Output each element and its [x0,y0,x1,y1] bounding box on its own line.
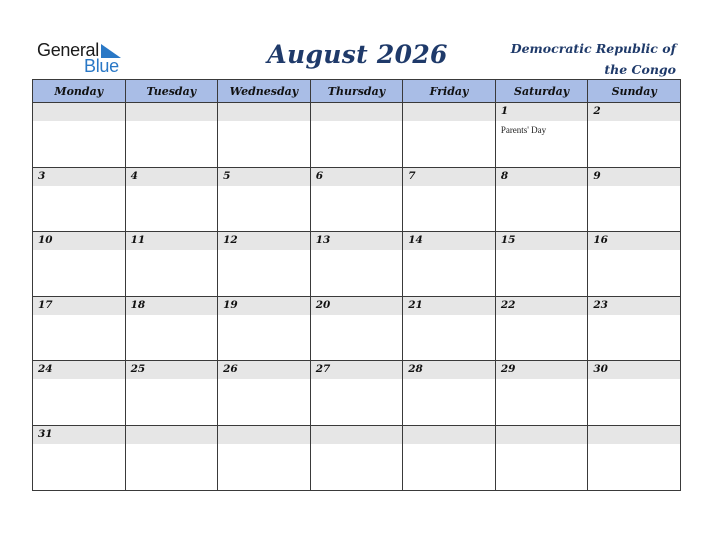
weekday-header: Thursday [310,80,403,103]
day-number: 18 [130,298,146,311]
day-cell [125,425,218,490]
day-cell [310,425,403,490]
day-number: 28 [408,363,423,376]
day-cell [403,361,496,426]
day-number: 3 [38,169,46,182]
day-cell [403,425,496,490]
day-number-bar [218,426,310,444]
day-number-bar [588,232,680,250]
day-number-bar [588,361,680,379]
day-number: 23 [593,298,608,311]
day-number: 5 [223,169,231,182]
day-number-bar [33,103,125,121]
calendar-grid [32,79,681,491]
day-cell [588,425,681,490]
day-cell [588,296,681,361]
day-number-bar [403,426,495,444]
day-number-bar [403,232,495,250]
weekday-header-row [33,80,681,103]
day-cell [125,232,218,297]
day-cell [218,232,311,297]
day-number: 12 [223,234,238,247]
day-number-bar [126,103,218,121]
day-cell [310,361,403,426]
day-number-bar [33,168,125,186]
day-cell [495,296,588,361]
day-cell [588,361,681,426]
day-cell [310,232,403,297]
day-number-bar [311,297,403,315]
day-cell [310,296,403,361]
day-number-bar [311,361,403,379]
day-cell [125,103,218,168]
day-cell [403,167,496,232]
day-number: 27 [315,363,331,376]
day-number-bar [588,297,680,315]
day-number: 13 [315,234,331,247]
day-number-bar [403,361,495,379]
day-number: 31 [38,427,53,440]
day-number: 25 [130,363,146,376]
weekday-header: Monday [33,80,126,103]
generalblue-logo [37,40,127,76]
day-cell [33,296,126,361]
day-number: 8 [500,169,509,182]
day-number-bar [33,361,125,379]
day-cell [588,103,681,168]
day-cell [495,232,588,297]
day-number-bar [403,103,495,121]
day-number: 10 [38,234,53,247]
day-number-bar [588,103,680,121]
week-row [33,103,681,168]
day-number: 1 [500,105,509,117]
day-number: 22 [500,298,516,311]
day-number-bar [496,426,588,444]
day-cell [125,361,218,426]
weekday-header: Wednesday [218,80,311,103]
day-number-bar [311,426,403,444]
day-number: 19 [223,298,238,311]
day-number: 14 [408,234,423,247]
day-cell [125,296,218,361]
day-cell [218,361,311,426]
day-cell [33,103,126,168]
day-number: 21 [408,298,423,311]
day-number: 29 [500,363,516,376]
day-number: 11 [130,234,146,247]
day-number-bar [496,361,588,379]
day-number: 15 [500,234,516,247]
day-number-bar [126,361,218,379]
weekday-header: Friday [403,80,496,103]
day-number: 17 [38,298,53,311]
day-cell [495,361,588,426]
day-number-bar [126,168,218,186]
day-number: 30 [593,363,608,376]
day-number-bar [218,361,310,379]
week-row [33,361,681,426]
day-cell [33,425,126,490]
day-number-bar [33,297,125,315]
week-row [33,232,681,297]
day-cell [310,103,403,168]
day-number: 6 [315,169,323,182]
day-number-bar [311,103,403,121]
day-number-bar [496,168,588,186]
week-row [33,296,681,361]
logo-text-general: General [37,40,99,60]
day-cell [495,167,588,232]
day-number: 2 [593,105,601,117]
country-line-1: Democratic Republic of [510,41,676,56]
day-number: 16 [593,234,608,247]
day-number-bar [218,168,310,186]
day-number-bar [218,103,310,121]
day-number-bar [218,232,310,250]
day-number-bar [311,232,403,250]
day-cell [588,232,681,297]
day-number-bar [311,168,403,186]
day-number: 9 [593,169,601,182]
day-cell [33,167,126,232]
logo-text-blue: Blue [84,56,119,76]
day-number-bar [588,168,680,186]
day-number-bar [403,168,495,186]
day-cell [218,103,311,168]
day-number: 7 [408,169,416,182]
weekday-header: Saturday [495,80,588,103]
day-number: 24 [38,363,53,376]
holiday-label: Parents' Day [500,125,547,135]
day-cell [218,167,311,232]
day-number-bar [126,232,218,250]
day-number-bar [496,232,588,250]
month-title: August 2026 [267,40,448,69]
weekday-header: Tuesday [125,80,218,103]
day-number-bar [33,232,125,250]
day-number-bar [496,297,588,315]
week-row [33,167,681,232]
day-number-bar [126,426,218,444]
day-number-bar [33,426,125,444]
day-number-bar [588,426,680,444]
day-cell [310,167,403,232]
day-number-bar [403,297,495,315]
day-cell [33,361,126,426]
country-line-2: the Congo [604,62,676,77]
day-cell [218,425,311,490]
day-cell [588,167,681,232]
day-cell [495,425,588,490]
day-number: 4 [130,169,138,182]
day-number: 20 [315,298,331,311]
day-number-bar [218,297,310,315]
country-name [466,38,676,80]
weekday-header: Sunday [588,80,681,103]
day-cell [33,232,126,297]
day-number: 26 [223,363,238,376]
day-number-bar [126,297,218,315]
day-cell [218,296,311,361]
day-cell [403,103,496,168]
day-number-bar [496,103,588,121]
day-cell [495,103,588,168]
day-cell [125,167,218,232]
day-cell [403,232,496,297]
day-cell [403,296,496,361]
week-row [33,425,681,490]
